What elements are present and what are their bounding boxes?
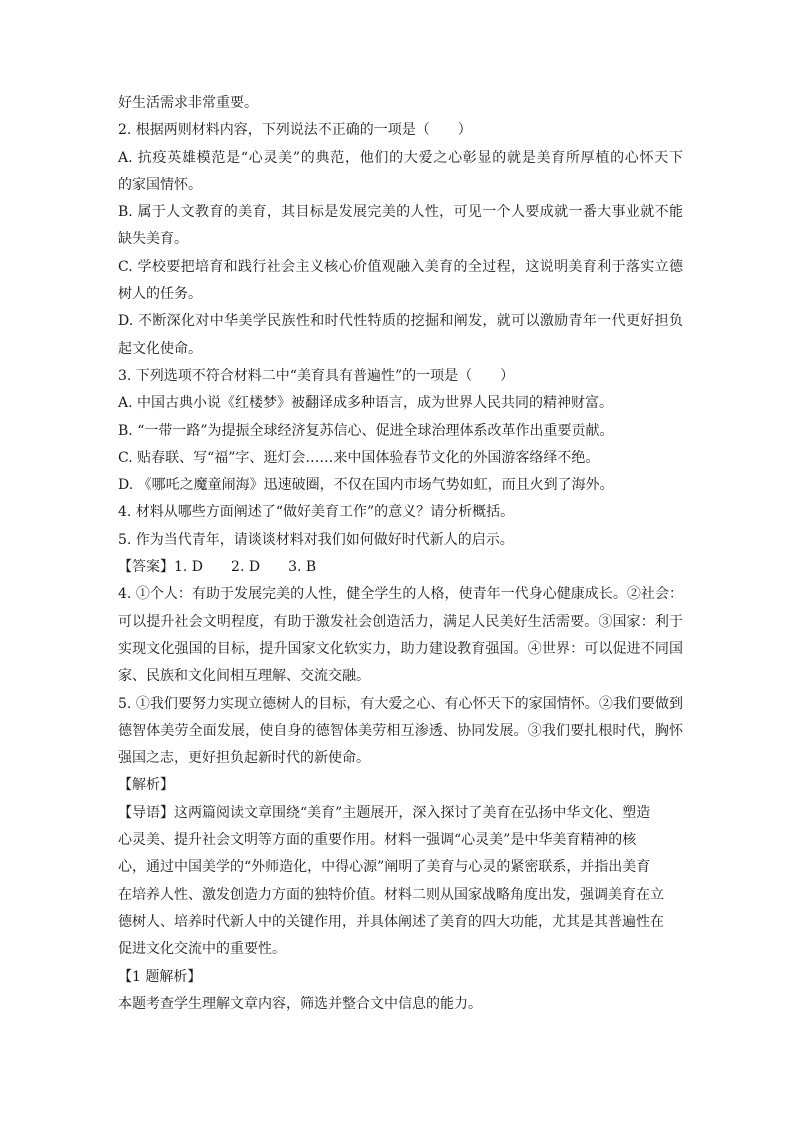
option-3a: A. 中国古典小说《红楼梦》被翻译成多种语言，成为世界人民共同的精神财富。 (118, 395, 614, 412)
intro-paragraph: 心，通过中国美学的“外师造化，中得心源”阐明了美育与心灵的紧密联系，并指出美育 (118, 859, 651, 876)
answer-4: 4. ①个人：有助于发展完美的人性，健全学生的人格，使青年一代身心健康成长。②社会： (118, 586, 683, 603)
option-2d-cont: 起文化使命。 (118, 340, 202, 357)
q1-analysis-heading: 【1 题解析】 (118, 968, 202, 985)
option-2c: C. 学校要把培育和践行社会主义核心价值观融入美育的全过程，这说明美育利于落实立德 (118, 258, 683, 275)
answer-5-cont: 德智体美劳全面发展，使自身的德智体美劳相互渗透、协同发展。③我们要扎根时代，胸怀 (118, 722, 683, 739)
question-4: 4. 材料从哪些方面阐述了“做好美育工作”的意义？请分析概括。 (118, 504, 515, 521)
option-3c: C. 贴春联、写“福”字、逛灯会……来中国体验春节文化的外国游客络绎不绝。 (118, 449, 600, 466)
document-body (118, 90, 683, 1018)
intro-paragraph: 德树人、培养时代新人中的关键作用，并具体阐述了美育的四大功能，尤其是其普遍性在 (118, 913, 664, 930)
option-2d: D. 不断深化对中华美学民族性和时代性特质的挖掘和阐发，就可以激励青年一代更好担负 (118, 313, 683, 330)
answer-4-cont: 家、民族和文化间相互理解、交流交融。 (118, 668, 370, 685)
question-5: 5. 作为当代青年，请谈谈材料对我们如何做好时代新人的启示。 (118, 531, 514, 548)
option-3b: B. “一带一路”为提振全球经济复苏信心、促进全球治理体系改革作出重要贡献。 (118, 422, 614, 439)
answer-5: 5. ①我们要努力实现立德树人的目标，有大爱之心、有心怀天下的家国情怀。②我们要做到 (118, 695, 683, 712)
option-3d: D. 《哪吒之魔童闹海》迅速破圈，不仅在国内市场气势如虹，而且火到了海外。 (118, 477, 614, 494)
answer-key: 【答案】1. D 2. D 3. B (118, 559, 317, 576)
option-2a: A. 抗疫英雄模范是“心灵美”的典范，他们的大爱之心彰显的就是美育所厚植的心怀天下 (118, 149, 683, 166)
q1-analysis-text: 本题考查学生理解文章内容，筛选并整合文中信息的能力。 (118, 995, 482, 1012)
option-2c-cont: 树人的任务。 (118, 286, 202, 303)
intro-paragraph: 在培养人性、激发创造力方面的独特价值。材料二则从国家战略角度出发，强调美育在立 (118, 886, 664, 903)
option-2b-cont: 缺失美育。 (118, 231, 188, 248)
intro-paragraph: 促进文化交流中的重要性。 (118, 941, 286, 958)
option-2a-cont: 的家国情怀。 (118, 176, 202, 193)
intro-paragraph: 【导语】这两篇阅读文章围绕“美育”主题展开，深入探讨了美育在弘扬中华文化、塑造 (118, 804, 651, 821)
intro-paragraph: 心灵美、提升社会文明等方面的重要作用。材料一强调“心灵美”是中华美育精神的核 (118, 832, 637, 849)
text-line: 好生活需求非常重要。 (118, 95, 258, 111)
answer-4-cont: 可以提升社会文明程度，有助于激发社会创造活力，满足人民美好生活需要。③国家：利于 (118, 613, 683, 630)
option-2b: B. 属于人文教育的美育，其目标是发展完美的人性，可见一个人要成就一番大事业就不能 (118, 204, 683, 221)
answer-4-cont: 实现文化强国的目标，提升国家文化软实力，助力建设教育强国。④世界：可以促进不同国 (118, 640, 683, 657)
answer-5-cont: 强国之志，更好担负起新时代的新使命。 (118, 750, 370, 767)
question-3: 3. 下列选项不符合材料二中“美育具有普遍性”的一项是（ ） (118, 367, 515, 384)
analysis-heading: 【解析】 (118, 777, 174, 794)
question-2: 2. 根据两则材料内容，下列说法不正确的一项是（ ） (118, 122, 472, 139)
